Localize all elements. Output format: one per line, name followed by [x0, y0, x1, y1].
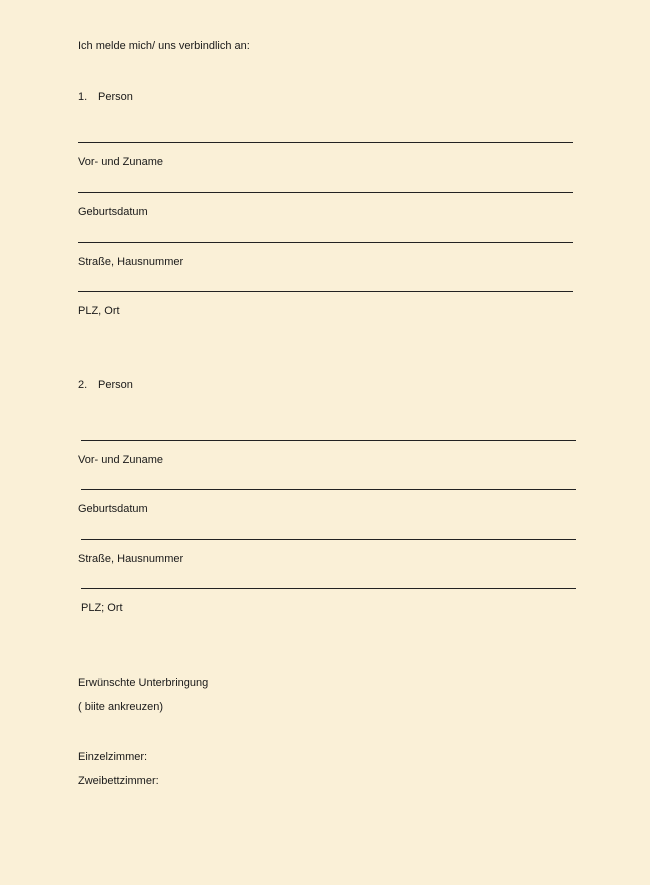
person2-street-line[interactable]: [81, 539, 576, 540]
person2-heading: [78, 378, 133, 392]
person2-birth-label: Geburtsdatum: [78, 503, 148, 515]
accommodation-title: Erwünschte Unterbringung: [78, 677, 209, 689]
person2-street-label: Straße, Hausnummer: [78, 553, 184, 565]
person2-birth-line[interactable]: [81, 489, 576, 490]
person2-city-label: PLZ; Ort: [81, 602, 123, 614]
person1-number: 1.: [78, 91, 88, 103]
person1-name-label: Vor- und Zuname: [78, 156, 163, 168]
person1-street-label: Straße, Hausnummer: [78, 256, 184, 268]
person1-name-line[interactable]: [78, 142, 573, 143]
intro-text: Ich melde mich/ uns verbindlich an:: [78, 40, 250, 52]
double-room-option[interactable]: Zweibettzimmer:: [78, 775, 159, 787]
person1-heading: [78, 90, 133, 104]
person1-city-label: PLZ, Ort: [78, 305, 120, 317]
person1-birth-label: Geburtsdatum: [78, 206, 148, 218]
single-room-option[interactable]: Einzelzimmer:: [78, 751, 148, 763]
person1-street-line[interactable]: [78, 242, 573, 243]
person1-city-line[interactable]: [78, 291, 573, 292]
person2-name-line[interactable]: [81, 440, 576, 441]
person2-title: Person: [98, 379, 133, 391]
person2-name-label: Vor- und Zuname: [78, 454, 163, 466]
person1-birth-line[interactable]: [78, 192, 573, 193]
accommodation-note: ( biite ankreuzen): [78, 701, 163, 713]
person2-number: 2.: [78, 379, 88, 391]
person1-title: Person: [98, 91, 133, 103]
person2-city-line[interactable]: [81, 588, 576, 589]
